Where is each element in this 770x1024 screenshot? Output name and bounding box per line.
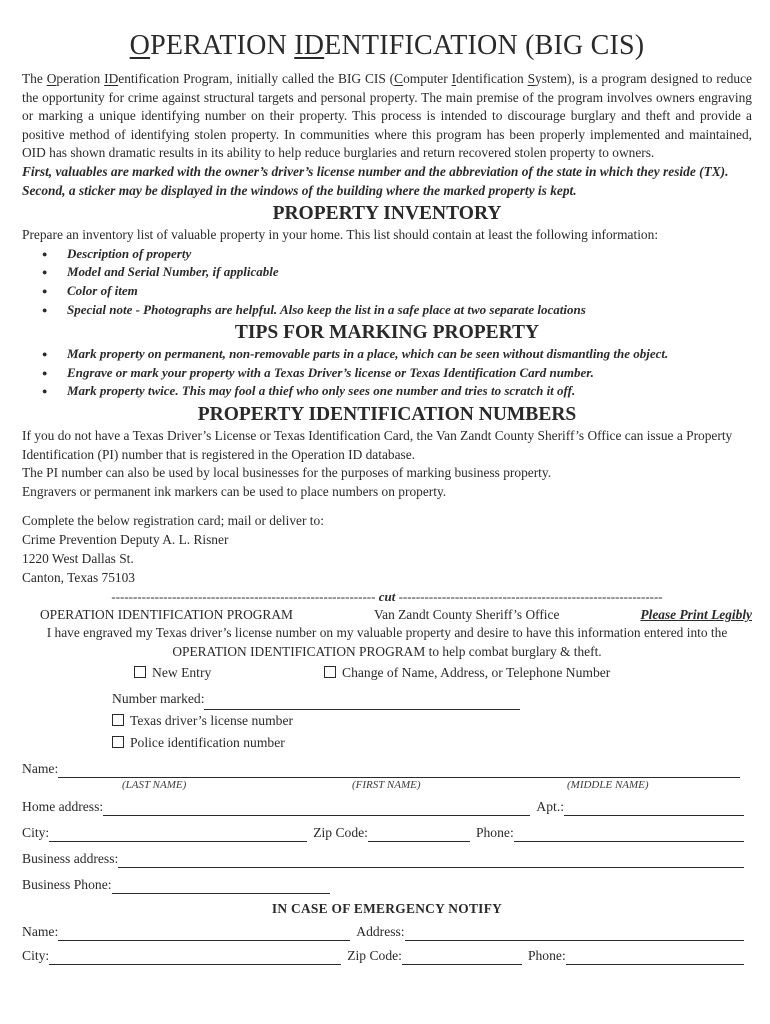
cut-label: cut: [378, 589, 396, 605]
emergency-city-row: [22, 947, 752, 965]
zip-label: Zip Code:: [313, 825, 368, 841]
emergency-heading: IN CASE OF EMERGENCY NOTIFY: [271, 901, 503, 917]
business-phone-row: [22, 876, 752, 894]
first-step-text: First, valuables are marked with the owner’s driver’s license number and the abbreviation of the state in which they reside (TX).: [22, 163, 729, 179]
inventory-list: [22, 245, 752, 319]
business-address-field[interactable]: [118, 853, 744, 868]
mailing-address: [22, 511, 752, 587]
card-header: [22, 605, 752, 624]
address-line: Canton, Texas 75103: [22, 570, 135, 586]
police-option[interactable]: [22, 732, 752, 754]
change-checkbox[interactable]: [324, 666, 336, 678]
number-marked-label: Number marked:: [112, 691, 205, 707]
change-label: Change of Name, Address, or Telephone Number: [342, 665, 611, 681]
office-label: Van Zandt County Sheriff’s Office: [373, 607, 560, 623]
city-label: City:: [22, 825, 50, 841]
address-line: Crime Prevention Deputy A. L. Risner: [22, 532, 229, 548]
pin-paragraph-3: Engravers or permanent ink markers can be used to place numbers on property.: [22, 483, 447, 499]
emergency-name-row: [22, 923, 752, 941]
new-entry-label: New Entry: [152, 665, 212, 681]
list-item: ● Model and Serial Number, if applicable: [22, 263, 752, 282]
name-row: [22, 760, 752, 778]
first-name-hint: (FIRST NAME): [352, 779, 421, 792]
list-item: ● Engrave or mark your property with a Texas Driver’s license or Texas Identification Card number.: [22, 364, 752, 383]
mailing-lead: Complete the below registration card; mail or deliver to:: [22, 513, 324, 529]
entry-type-row: [22, 661, 752, 685]
intro-paragraph: The Operation IDentification Program, initially called the BIG CIS (Computer Identification System), is a program designed to reduce the opportunity for crime against structural targets and personal property. The main premise of the program involves owners engraving or marking a unique identifying number on their property. This process is intended to discourage burglary and theft and provide a positive method of identifying stolen property. In communities where this program has been properly implemented and maintained, OID has shown dramatic results in its ability to help reduce burglaries and return recovered stolen property to owners.: [22, 71, 752, 161]
city-field[interactable]: [49, 827, 307, 842]
inventory-heading: PROPERTY INVENTORY: [272, 203, 502, 225]
emergency-city-label: City:: [22, 948, 50, 964]
inventory-lead: Prepare an inventory list of valuable property in your home. This list should contain at least the following information:: [22, 227, 659, 243]
city-row: [22, 824, 752, 842]
emergency-name-field[interactable]: [58, 926, 350, 941]
emergency-zip-label: Zip Code:: [347, 948, 402, 964]
dl-label: Texas driver’s license number: [130, 713, 293, 729]
home-address-row: [22, 798, 752, 816]
pin-paragraph-2: The PI number can also be used by local businesses for the purposes of marking business property.: [22, 465, 552, 481]
number-marked-row: [22, 688, 752, 710]
pin-heading: PROPERTY IDENTIFICATION NUMBERS: [197, 403, 577, 425]
police-checkbox[interactable]: [112, 736, 124, 748]
emergency-phone-field[interactable]: [566, 950, 744, 965]
document-page: [22, 26, 752, 965]
last-name-hint: (LAST NAME): [122, 779, 187, 792]
emergency-address-field[interactable]: [405, 926, 744, 941]
business-phone-label: Business Phone:: [22, 877, 112, 893]
list-item: ● Mark property on permanent, non-removable parts in a place, which can be seen without dismantling the object.: [22, 345, 752, 364]
police-label: Police identification number: [130, 735, 285, 751]
second-step-text: Second, a sticker may be displayed in the windows of the building where the marked property is kept.: [22, 182, 577, 198]
dl-option[interactable]: [22, 710, 752, 732]
emergency-name-label: Name:: [22, 924, 59, 940]
name-sublabels: [22, 778, 752, 792]
tips-list: [22, 345, 752, 401]
dl-checkbox[interactable]: [112, 714, 124, 726]
name-field[interactable]: [58, 763, 740, 778]
emergency-phone-label: Phone:: [527, 948, 566, 964]
tips-heading: TIPS FOR MARKING PROPERTY: [234, 322, 540, 344]
page-title: OPERATION IDENTIFICATION (BIG CIS): [129, 30, 645, 61]
new-entry-checkbox[interactable]: [134, 666, 146, 678]
list-item: ● Mark property twice. This may fool a thief who only sees one number and tries to scratch it off.: [22, 382, 752, 401]
phone-label: Phone:: [475, 825, 514, 841]
list-item: ● Special note - Photographs are helpful. Also keep the list in a safe place at two separate locations: [22, 301, 752, 320]
list-item: ● Description of property: [22, 245, 752, 264]
name-label: Name:: [22, 761, 59, 777]
home-address-field[interactable]: [103, 801, 530, 816]
program-label: OPERATION IDENTIFICATION PROGRAM: [40, 607, 293, 623]
list-item: ● Color of item: [22, 282, 752, 301]
emergency-address-label: Address:: [356, 924, 405, 940]
emergency-city-field[interactable]: [49, 950, 341, 965]
phone-field[interactable]: [514, 827, 744, 842]
home-address-label: Home address:: [22, 799, 104, 815]
new-entry-option[interactable]: [134, 662, 211, 684]
change-option[interactable]: [324, 662, 610, 684]
pin-paragraph-1: If you do not have a Texas Driver’s License or Texas Identification Card, the Van Zandt County Sheriff’s Office can issue a Property Identification (PI) number that is registered in the Operation ID database.: [22, 427, 733, 462]
print-legibly-note: Please Print Legibly: [640, 607, 752, 623]
apt-field[interactable]: [564, 801, 744, 816]
address-line: 1220 West Dallas St.: [22, 551, 134, 567]
zip-field[interactable]: [368, 827, 470, 842]
registration-statement: I have engraved my Texas driver’s license number on my valuable property and desire to have this information entered into the OPERATION IDENTIFICATION PROGRAM to help combat burglary & theft.: [46, 625, 728, 659]
emergency-zip-field[interactable]: [402, 950, 522, 965]
middle-name-hint: (MIDDLE NAME): [567, 779, 649, 792]
business-address-row: [22, 850, 752, 868]
number-marked-field[interactable]: [204, 694, 520, 710]
apt-label: Apt.:: [536, 799, 564, 815]
business-address-label: Business address:: [22, 851, 119, 867]
business-phone-field[interactable]: [112, 879, 330, 894]
cut-line: ------------------------------------------------------------- cut -------------------------------------------------------------: [111, 589, 663, 605]
